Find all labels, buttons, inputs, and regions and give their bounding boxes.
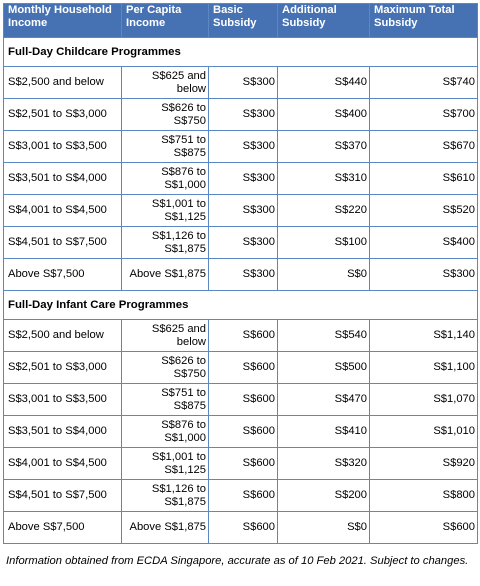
per-capita-income-cell	[122, 163, 209, 195]
section-header-row	[4, 291, 478, 320]
basic-subsidy-cell: S$300	[209, 163, 278, 195]
per-capita-income-cell	[122, 320, 209, 352]
table-row	[4, 67, 478, 99]
per-capita-line: S$876 to	[161, 166, 206, 178]
per-capita-line: Above S$1,875	[129, 268, 206, 281]
per-capita-income-cell	[122, 352, 209, 384]
table-row	[4, 259, 478, 291]
per-capita-line: S$1,875	[164, 495, 206, 508]
maximum-total-subsidy-cell: S$1,010	[370, 416, 478, 448]
header-additional-subsidy: Additional Subsidy	[278, 4, 370, 38]
maximum-total-subsidy-cell: S$740	[370, 67, 478, 99]
per-capita-line: below	[176, 335, 206, 348]
table-row	[4, 320, 478, 352]
per-capita-income-cell	[122, 227, 209, 259]
household-income-cell: Above S$7,500	[4, 259, 122, 291]
table-row	[4, 512, 478, 544]
additional-subsidy-cell: S$100	[278, 227, 370, 259]
per-capita-line: S$750	[173, 367, 206, 380]
additional-subsidy-cell: S$470	[278, 384, 370, 416]
per-capita-income-cell	[122, 99, 209, 131]
table-row	[4, 99, 478, 131]
maximum-total-subsidy-cell: S$400	[370, 227, 478, 259]
maximum-total-subsidy-cell: S$610	[370, 163, 478, 195]
per-capita-income-cell	[122, 384, 209, 416]
per-capita-income-cell	[122, 195, 209, 227]
per-capita-line: S$625 and	[151, 70, 206, 82]
per-capita-line: S$625 and	[151, 323, 206, 335]
per-capita-line: Above S$1,875	[129, 521, 206, 534]
additional-subsidy-cell: S$410	[278, 416, 370, 448]
additional-subsidy-cell: S$310	[278, 163, 370, 195]
additional-subsidy-cell: S$440	[278, 67, 370, 99]
basic-subsidy-cell: S$300	[209, 227, 278, 259]
additional-subsidy-cell: S$370	[278, 131, 370, 163]
maximum-total-subsidy-cell: S$670	[370, 131, 478, 163]
header-maximum-total-subsidy: Maximum Total Subsidy	[370, 4, 478, 38]
additional-subsidy-cell: S$0	[278, 512, 370, 544]
per-capita-line: S$751 to	[161, 387, 206, 399]
table-row	[4, 163, 478, 195]
basic-subsidy-cell: S$300	[209, 67, 278, 99]
per-capita-line: S$1,875	[164, 242, 206, 255]
basic-subsidy-cell: S$600	[209, 352, 278, 384]
per-capita-line: S$1,125	[164, 210, 206, 223]
household-income-cell: S$3,501 to S$4,000	[4, 416, 122, 448]
basic-subsidy-cell: S$600	[209, 320, 278, 352]
table-row	[4, 448, 478, 480]
per-capita-income-cell	[122, 416, 209, 448]
per-capita-income-cell	[122, 480, 209, 512]
per-capita-line: S$751 to	[161, 134, 206, 146]
household-income-cell: S$4,001 to S$4,500	[4, 448, 122, 480]
per-capita-line: S$1,001 to	[151, 198, 206, 210]
additional-subsidy-cell: S$200	[278, 480, 370, 512]
per-capita-income-cell	[122, 448, 209, 480]
table-row	[4, 416, 478, 448]
additional-subsidy-cell: S$220	[278, 195, 370, 227]
additional-subsidy-cell: S$540	[278, 320, 370, 352]
per-capita-income-cell	[122, 67, 209, 99]
header-row	[4, 4, 478, 38]
basic-subsidy-cell: S$300	[209, 131, 278, 163]
table-row	[4, 227, 478, 259]
basic-subsidy-cell: S$300	[209, 195, 278, 227]
section-title: Full-Day Childcare Programmes	[4, 38, 478, 67]
per-capita-income-cell	[122, 131, 209, 163]
per-capita-income-cell	[122, 259, 209, 291]
per-capita-income-cell	[122, 512, 209, 544]
basic-subsidy-cell: S$600	[209, 480, 278, 512]
per-capita-line: S$626 to	[161, 355, 206, 367]
basic-subsidy-cell: S$300	[209, 259, 278, 291]
maximum-total-subsidy-cell: S$700	[370, 99, 478, 131]
additional-subsidy-cell: S$320	[278, 448, 370, 480]
per-capita-line: S$876 to	[161, 419, 206, 431]
household-income-cell: S$2,501 to S$3,000	[4, 352, 122, 384]
household-income-cell: S$4,501 to S$7,500	[4, 480, 122, 512]
header-basic-subsidy: Basic Subsidy	[209, 4, 278, 38]
per-capita-line: S$626 to	[161, 102, 206, 114]
per-capita-line: S$875	[173, 146, 206, 159]
per-capita-line: S$1,001 to	[151, 451, 206, 463]
basic-subsidy-cell: S$600	[209, 448, 278, 480]
household-income-cell: S$2,500 and below	[4, 67, 122, 99]
maximum-total-subsidy-cell: S$1,070	[370, 384, 478, 416]
table-row	[4, 195, 478, 227]
table-header	[4, 4, 478, 38]
maximum-total-subsidy-cell: S$800	[370, 480, 478, 512]
table-row	[4, 480, 478, 512]
household-income-cell: Above S$7,500	[4, 512, 122, 544]
maximum-total-subsidy-cell: S$920	[370, 448, 478, 480]
footnote: Information obtained from ECDA Singapore, accurate as of 10 Feb 2021. Subject to changes.	[6, 555, 469, 567]
subsidy-table	[3, 3, 478, 544]
additional-subsidy-cell: S$0	[278, 259, 370, 291]
table-row	[4, 352, 478, 384]
table-row	[4, 131, 478, 163]
table-body	[4, 38, 478, 544]
basic-subsidy-cell: S$600	[209, 416, 278, 448]
table-row	[4, 384, 478, 416]
section-title: Full-Day Infant Care Programmes	[4, 291, 478, 320]
basic-subsidy-cell: S$600	[209, 384, 278, 416]
per-capita-line: S$750	[173, 114, 206, 127]
basic-subsidy-cell: S$300	[209, 99, 278, 131]
header-monthly-household-income: Monthly Household Income	[4, 4, 122, 38]
household-income-cell: S$3,501 to S$4,000	[4, 163, 122, 195]
per-capita-line: S$1,125	[164, 463, 206, 476]
household-income-cell: S$3,001 to S$3,500	[4, 384, 122, 416]
household-income-cell: S$4,001 to S$4,500	[4, 195, 122, 227]
basic-subsidy-cell: S$600	[209, 512, 278, 544]
per-capita-line: S$875	[173, 399, 206, 412]
maximum-total-subsidy-cell: S$1,140	[370, 320, 478, 352]
household-income-cell: S$3,001 to S$3,500	[4, 131, 122, 163]
additional-subsidy-cell: S$400	[278, 99, 370, 131]
household-income-cell: S$2,500 and below	[4, 320, 122, 352]
maximum-total-subsidy-cell: S$520	[370, 195, 478, 227]
maximum-total-subsidy-cell: S$1,100	[370, 352, 478, 384]
per-capita-line: below	[176, 82, 206, 95]
household-income-cell: S$4,501 to S$7,500	[4, 227, 122, 259]
header-per-capita-income: Per Capita Income	[122, 4, 209, 38]
per-capita-line: S$1,126 to	[151, 483, 206, 495]
additional-subsidy-cell: S$500	[278, 352, 370, 384]
per-capita-line: S$1,126 to	[151, 230, 206, 242]
maximum-total-subsidy-cell: S$300	[370, 259, 478, 291]
per-capita-line: S$1,000	[164, 178, 206, 191]
per-capita-line: S$1,000	[164, 431, 206, 444]
maximum-total-subsidy-cell: S$600	[370, 512, 478, 544]
household-income-cell: S$2,501 to S$3,000	[4, 99, 122, 131]
section-header-row	[4, 38, 478, 67]
